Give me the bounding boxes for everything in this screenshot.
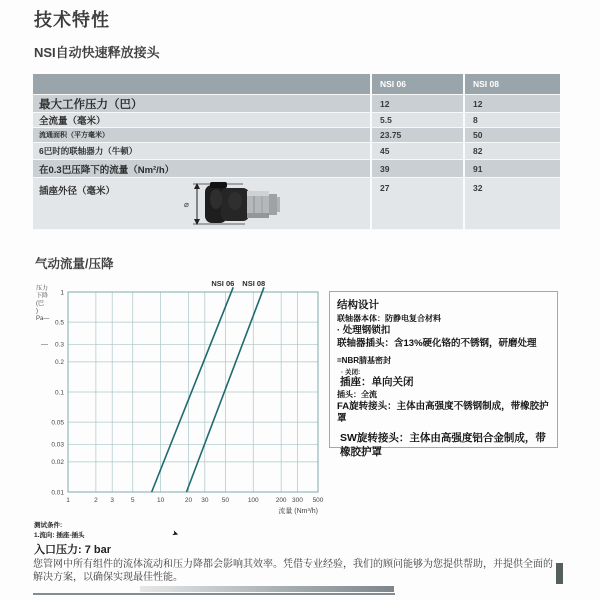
y-tick-label: 0.05 bbox=[51, 419, 64, 427]
table-row bbox=[33, 95, 560, 113]
value-cell: 50 bbox=[463, 128, 560, 142]
test-conditions-heading: 测试条件: bbox=[34, 522, 63, 529]
design-info-box bbox=[329, 291, 558, 458]
value-cell: 82 bbox=[463, 143, 560, 159]
series-label: NSI 06 bbox=[211, 279, 235, 288]
coupling-product-photo bbox=[183, 179, 291, 229]
spec-table bbox=[33, 74, 560, 230]
page-edge-tab bbox=[556, 563, 563, 584]
y-axis-label: (巴 bbox=[36, 301, 44, 307]
row-label: 全流量（毫米） bbox=[39, 116, 106, 127]
design-box-line: =NBR腈基密封 bbox=[337, 356, 392, 366]
value-cell: 23.75 bbox=[370, 128, 463, 142]
design-box-line: 插座：单向关闭 bbox=[340, 376, 414, 389]
design-box-line: · 处理钢锁扣 bbox=[337, 324, 391, 336]
y-axis-marker: — bbox=[41, 341, 48, 349]
x-axis-label: 流量 (Nm³/h) bbox=[278, 508, 318, 515]
y-tick-label: 0.03 bbox=[51, 441, 64, 449]
y-axis-label: ) bbox=[36, 308, 38, 315]
x-tick-label: 300 bbox=[292, 497, 303, 504]
value-cell: 27 bbox=[370, 178, 463, 229]
spec-table-header bbox=[33, 74, 560, 95]
footer-underline bbox=[33, 593, 395, 595]
y-tick-label: 0.5 bbox=[54, 319, 64, 327]
value-cell: 12 bbox=[370, 95, 463, 112]
x-tick-label: 1 bbox=[66, 497, 70, 504]
x-tick-label: 50 bbox=[221, 497, 229, 504]
row-label: 在0.3巴压降下的流量（Nm²/h） bbox=[39, 164, 175, 176]
table-row bbox=[33, 128, 560, 143]
row-label: 流通面积（平方毫米） bbox=[39, 132, 109, 139]
x-tick-label: 100 bbox=[247, 497, 259, 504]
y-axis-label: Pa— bbox=[36, 316, 50, 322]
series-label: NSI 08 bbox=[242, 279, 266, 288]
design-box-line: FA旋转接头：主体由高强度不锈钢制成，带橡胶护罩 bbox=[337, 400, 549, 425]
flow-direction-line: 1.流向: 插座-插头 bbox=[34, 532, 85, 539]
value-cell: 8 bbox=[463, 113, 560, 127]
diameter-symbol: ⌀ bbox=[184, 200, 189, 209]
value-cell: 39 bbox=[370, 160, 463, 177]
x-tick-label: 5 bbox=[130, 497, 135, 504]
value-cell: 5.5 bbox=[370, 113, 463, 127]
x-tick-label: 30 bbox=[201, 497, 209, 504]
chart-title: 气动流量/压降 bbox=[35, 257, 114, 271]
y-tick-label: 0.01 bbox=[51, 489, 64, 497]
value-cell: 91 bbox=[463, 160, 560, 177]
column-header-nsi08: NSI 08 bbox=[463, 74, 560, 94]
inlet-pressure-line: 入口压力: 7 bar bbox=[34, 544, 112, 556]
series-line bbox=[152, 287, 234, 492]
row-label: 插座外径（毫米） bbox=[39, 186, 116, 197]
y-tick-label: 0.3 bbox=[54, 341, 64, 349]
design-box-title: 结构设计 bbox=[337, 299, 379, 311]
y-axis-label: 压力 bbox=[36, 286, 49, 292]
y-axis-label: 下降 bbox=[36, 293, 49, 300]
table-row bbox=[33, 160, 560, 178]
footer-fade-bar bbox=[140, 586, 394, 592]
table-row bbox=[33, 143, 560, 160]
x-tick-label: 200 bbox=[275, 497, 287, 504]
table-row bbox=[33, 113, 560, 128]
design-box-line: 联轴器本体：防静电复合材料 bbox=[337, 314, 441, 323]
design-box-line: 联轴器插头：含13%硬化铬的不锈钢，研磨处理 bbox=[337, 337, 537, 349]
x-tick-label: 3 bbox=[110, 497, 115, 504]
design-box-line: 插头：全流 bbox=[337, 389, 377, 399]
y-tick-label: 0.02 bbox=[51, 459, 64, 467]
value-cell: 45 bbox=[370, 143, 463, 159]
page-title: 技术特性 bbox=[34, 10, 110, 30]
value-cell: 32 bbox=[463, 178, 560, 229]
footer-paragraph: 您管网中所有组件的流体流动和压力降都会影响其效率。凭借专业经验，我们的顾问能够为您提供帮助，并提供全面的解决方案，以确保实现最佳性能。 bbox=[33, 559, 553, 583]
row-label: 6巴时的联轴器力（牛顿） bbox=[39, 146, 138, 156]
y-tick-label: 0.2 bbox=[54, 359, 64, 367]
flow-pressure-chart bbox=[33, 276, 333, 516]
column-header-nsi06: NSI 06 bbox=[370, 74, 463, 94]
value-cell: 12 bbox=[463, 95, 560, 112]
row-label: 最大工作压力（巴） bbox=[39, 98, 143, 111]
test-conditions bbox=[34, 520, 254, 557]
y-tick-label: 0.1 bbox=[54, 389, 64, 397]
x-tick-label: 500 bbox=[312, 497, 324, 504]
design-box-line: · 关闭: bbox=[341, 369, 361, 377]
x-tick-label: 10 bbox=[157, 497, 165, 504]
section-subtitle: NSI自动快速释放接头 bbox=[34, 45, 160, 60]
x-tick-label: 20 bbox=[184, 497, 193, 504]
flow-direction-arrow-icon: ➤ bbox=[170, 528, 180, 539]
design-box-line: SW旋转接头：主体由高强度铝合金制成，带橡胶护罩 bbox=[340, 432, 546, 458]
x-tick-label: 2 bbox=[94, 497, 98, 504]
y-tick-label: 1 bbox=[60, 289, 64, 297]
table-row bbox=[33, 178, 560, 230]
